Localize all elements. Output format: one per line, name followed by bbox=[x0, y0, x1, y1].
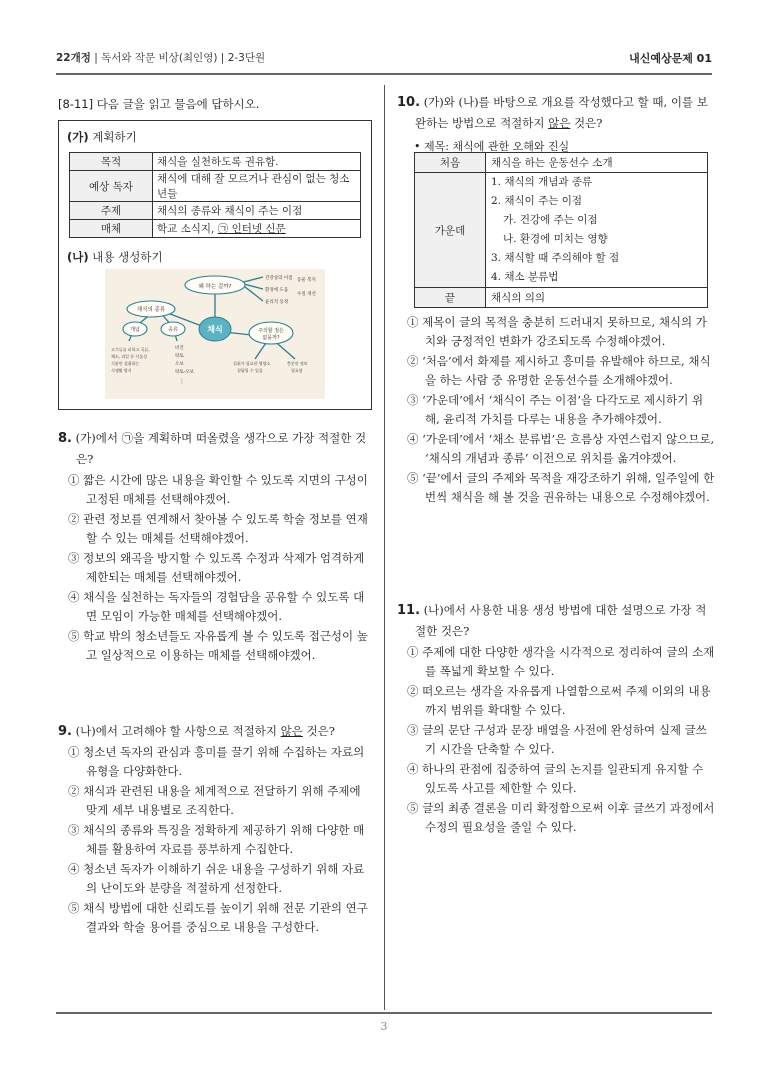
mindmap-right-2: 없을까? bbox=[262, 335, 280, 341]
mindmap-note: 채소, 과일 등 식물성 bbox=[111, 354, 147, 359]
option[interactable]: ① 청소년 독자의 관심과 흥미를 끌기 위해 수집하는 자료의 유형을 다양화한다. bbox=[68, 745, 365, 778]
option[interactable]: ② 관련 정보를 연계해서 찾아볼 수 있도록 학술 정보를 연재할 수 있는 매체를 선택해야겠어. bbox=[68, 512, 368, 545]
mindmap-image bbox=[105, 269, 325, 399]
mindmap-diagram bbox=[105, 269, 325, 399]
mindmap-bottom: 섭취가 필요한 영양소 bbox=[233, 361, 271, 366]
option[interactable]: ⑤ 글의 최종 결론을 미리 확정함으로써 이후 글쓰기 과정에서 수정의 필요성을 줄일 수 있다. bbox=[407, 801, 715, 834]
passage-box bbox=[58, 120, 372, 410]
question-11: 11. (나)에서 사용한 내용 생성 방법에 대한 설명으로 가장 적절한 것은? ① 주제에 대한 다양한 생각을 시각적으로 정리하여 글의 소재를 폭넓게 확보할 수 있다. ② 떠오르는 생각을 자유롭게 나열함으로써 주제 이외의 내용까지 범위를 확대할 수 있다. ③ 글의 문단 구성과 문장 배열을 사전에 완성하여 실제 글쓰기 시간을 단축할 수 있다. ④ 하나의 관점에 집중하여 글의 논지를 일관되게 유지할 수 있도록 사고를 제한할 수 있다. ⑤ 글의 최종 결론을 미리 확정함으로써 이후 글쓰기 과정에서 수정의 필요성을 줄일 수 있다. bbox=[397, 600, 715, 837]
mindmap-left: 채식의 종류 bbox=[136, 307, 166, 313]
mindmap-top-item: 건강상의 이점 bbox=[265, 276, 293, 281]
header-left: 22개정 | 독서와 작문 비상(최인영) | 2-3단원 bbox=[56, 52, 266, 64]
question-10-options bbox=[397, 312, 715, 507]
mindmap-list-item: 락토 bbox=[175, 354, 184, 359]
header-title: 내신예상문제 01 bbox=[629, 52, 712, 65]
option[interactable]: ⑤ 채식 방법에 대한 신뢰도를 높이기 위해 전문 기관의 연구 결과와 학술 용어를 중심으로 내용을 구성한다. bbox=[68, 901, 368, 934]
option[interactable]: ③ 정보의 왜곡을 방지할 수 있도록 수정과 삭제가 엄격하게 제한되는 매체를 선택해야겠어. bbox=[68, 551, 365, 584]
option[interactable]: ③ ‘가운데’에서 ‘채식이 주는 이점’을 다각도로 제시하기 위해, 윤리적 가치를 다루는 내용을 추가해야겠어. bbox=[407, 393, 704, 426]
page-number: 3 bbox=[380, 1020, 388, 1033]
mindmap-far: 수질 개선 bbox=[297, 292, 316, 297]
mindmap-more: ⋮ bbox=[179, 378, 185, 385]
plan-table bbox=[69, 152, 361, 238]
mindmap-list-item: 락토-오보 bbox=[175, 370, 195, 375]
underlined-media: ㉠ 인터넷 신문 bbox=[217, 223, 286, 235]
mindmap-top-item: 환경에 도움 bbox=[265, 288, 289, 293]
header-unit: 2-3단원 bbox=[227, 52, 266, 64]
outline-table bbox=[414, 152, 708, 308]
mindmap-top-item: 윤리적 동정 bbox=[265, 300, 289, 305]
question-8: 8. (가)에서 ㉠을 계획하며 떠올렸을 생각으로 가장 적절한 것은? ① 짧은 시간에 많은 내용을 확인할 수 있도록 지면의 구성이 고정된 매체를 선택해야겠어. ② 관련 정보를 연계해서 찾아볼 수 있도록 학술 정보를 연재할 수 있는 매체를 선택해야겠어. ③ 정보의 왜곡을 방지할 수 있도록 수정과 삭제가 엄격하게 제한되는 매체를 선택해야겠어. ④ 채식을 실천하는 독자들의 경험담을 공유할 수 있도록 대면 모임이 가능한 매체를 선택해야겠어. ⑤ 학교 밖의 청소년들도 자유롭게 볼 수 있도록 접근성이 높고 일상적으로 이용하는 매체를 선택해야겠어. bbox=[58, 428, 372, 665]
mindmap-list-item: 비건 bbox=[175, 346, 184, 351]
column-divider bbox=[384, 85, 385, 1010]
instruction: [8-11] 다음 글을 읽고 물음에 답하시오. bbox=[58, 97, 260, 111]
mindmap-bottom: 충분한 정보 bbox=[287, 361, 308, 366]
option[interactable]: ④ 청소년 독자가 이해하기 쉬운 내용을 구성하기 위해 자료의 난이도와 분량을 적절하게 선정한다. bbox=[68, 862, 365, 895]
page-header bbox=[56, 44, 712, 66]
mindmap-note: 고기류를 피하고 곡류, bbox=[111, 347, 150, 352]
option[interactable]: ③ 글의 문단 구성과 문장 배열을 사전에 완성하여 실제 글쓰기 시간을 단축할 수 있다. bbox=[407, 723, 707, 756]
option[interactable]: ① 주제에 대한 다양한 생각을 시각적으로 정리하여 글의 소재를 폭넓게 확보할 수 있다. bbox=[407, 645, 715, 678]
plan-row: 매체 학교 소식지, ㉠ 인터넷 신문 bbox=[70, 220, 361, 238]
question-10: 10. (가)와 (나)를 바탕으로 개요를 작성했다고 할 때, 이를 보완하는 방법으로 적절하지 않은 것은? bbox=[397, 95, 708, 130]
mindmap-far: 동물 복지 bbox=[297, 278, 316, 283]
section-ga-heading: (가) 계획하기 bbox=[67, 130, 137, 144]
option[interactable]: ③ 채식의 종류와 특징을 정확하게 제공하기 위해 다양한 매체를 활용하여 자료를 풍부하게 수집한다. bbox=[68, 823, 365, 856]
outline-row: 처음 채식을 하는 운동선수 소개 bbox=[415, 153, 708, 173]
header-rule bbox=[56, 73, 712, 75]
mindmap-center: 채식 bbox=[207, 325, 223, 334]
section-na-heading: (나) 내용 생성하기 bbox=[67, 250, 163, 264]
header-course: 독서와 작문 비상(최인영) bbox=[101, 52, 218, 64]
option[interactable]: ② 떠오르는 생각을 자유롭게 나열함으로써 주제 이외의 내용까지 범위를 확대할 수 있다. bbox=[407, 684, 711, 717]
option[interactable]: ④ 채식을 실천하는 독자들의 경험담을 공유할 수 있도록 대면 모임이 가능한 매체를 선택해야겠어. bbox=[68, 590, 365, 623]
mindmap-top: 왜 하는 걸까? bbox=[198, 284, 232, 290]
mindmap-left-a: 개념 bbox=[130, 327, 140, 333]
option[interactable]: ④ ‘가운데’에서 ‘채소 분류법’은 흐름상 자연스럽지 않으므로, ‘채식의 개념과 종류’ 이전으로 위치를 옮겨야겠어. bbox=[407, 432, 715, 465]
footer-rule bbox=[56, 1012, 712, 1014]
plan-row: 목적 채식을 실천하도록 권유함. bbox=[70, 153, 361, 171]
option[interactable]: ② ‘처음’에서 화제를 제시하고 흥미를 유발해야 하므로, 채식을 하는 사람 중 유명한 운동선수를 소개해야겠어. bbox=[407, 354, 711, 387]
mindmap-list-item: 오보 bbox=[175, 362, 184, 367]
mindmap-bottom: 결핍될 수 있음 bbox=[237, 368, 263, 373]
mindmap-note: 식품만 섭취하는 bbox=[111, 361, 140, 366]
plan-row: 주제 채식의 종류와 채식이 주는 이점 bbox=[70, 202, 361, 220]
mindmap-bottom: 필요함 bbox=[291, 368, 303, 373]
outline-row: 끝 채식의 의의 bbox=[415, 288, 708, 308]
outline-row: 가운데 1. 채식의 개념과 종류 2. 채식이 주는 이점 가. 건강에 주는 이점 나. 환경에 미치는 영향 3. 채식할 때 주의해야 할 점 4. 채소 분류법 bbox=[415, 173, 708, 288]
option[interactable]: ⑤ ‘끝’에서 글의 주제와 목적을 재강조하기 위해, 일주일에 한 번씩 채식을 해 볼 것을 권유하는 내용으로 수정해야겠어. bbox=[407, 471, 715, 504]
option[interactable]: ⑤ 학교 밖의 청소년들도 자유롭게 볼 수 있도록 접근성이 높고 일상적으로 이용하는 매체를 선택해야겠어. bbox=[68, 629, 368, 662]
option[interactable]: ② 채식과 관련된 내용을 체계적으로 전달하기 위해 주제에 맞게 세부 내용별로 조직한다. bbox=[68, 784, 361, 817]
mindmap-left-b: 종류 bbox=[168, 327, 178, 333]
option[interactable]: ① 제목이 글의 목적을 충분히 드러내지 못하므로, 채식의 가치와 긍정적인 변화가 강조되도록 수정해야겠어. bbox=[407, 315, 707, 348]
question-9: 9. (나)에서 고려해야 할 사항으로 적절하지 않은 것은? ① 청소년 독자의 관심과 흥미를 끌기 위해 수집하는 자료의 유형을 다양화한다. ② 채식과 관련된 내용을 체계적으로 전달하기 위해 주제에 맞게 세부 내용별로 조직한다. ③ 채식의 종류와 특징을 정확하게 제공하기 위해 다양한 매체를 활용하여 자료를 풍부하게 수집한다. ④ 청소년 독자가 이해하기 쉬운 내용을 구성하기 위해 자료의 난이도와 분량을 적절하게 선정한다. ⑤ 채식 방법에 대한 신뢰도를 높이기 위해 전문 기관의 연구 결과와 학술 용어를 중심으로 내용을 구성한다. bbox=[58, 721, 372, 937]
option[interactable]: ① 짧은 시간에 많은 내용을 확인할 수 있도록 지면의 구성이 고정된 매체를 선택해야겠어. bbox=[68, 473, 368, 506]
option[interactable]: ④ 하나의 관점에 집중하여 글의 논지를 일관되게 유지할 수 있도록 사고를 제한할 수 있다. bbox=[407, 762, 704, 795]
plan-row: 예상 독자 채식에 대해 잘 모르거나 관심이 없는 청소년들 bbox=[70, 171, 361, 202]
mindmap-note: 식생활 방식 bbox=[111, 368, 132, 373]
mindmap-right-1: 주의할 점은 bbox=[258, 328, 284, 334]
header-grade: 22개정 bbox=[56, 52, 91, 64]
outline-title: • 제목: 채식에 관한 오해와 진실 bbox=[414, 140, 570, 153]
